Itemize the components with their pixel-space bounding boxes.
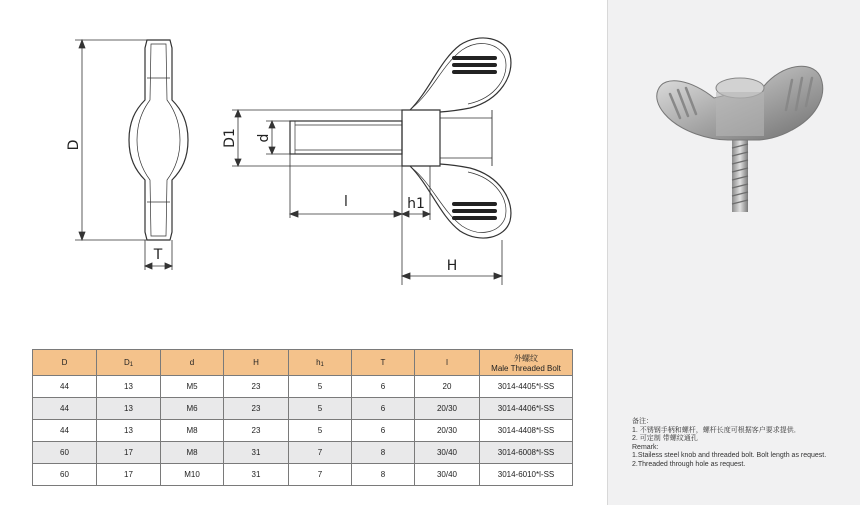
header-h1: h1 [289, 350, 352, 376]
wing-grip-grooves [452, 56, 497, 220]
label-d: d [256, 133, 272, 143]
cell-h1: 5 [289, 376, 352, 398]
cell-d: M10 [161, 464, 224, 486]
cell-D1: 17 [97, 464, 161, 486]
header-D: D [33, 350, 97, 376]
cell-D1: 13 [97, 376, 161, 398]
spec-table [32, 349, 573, 486]
header-T: T [352, 350, 415, 376]
cell-H: 23 [224, 420, 289, 442]
cell-l: 20 [415, 376, 480, 398]
table-header-row [33, 350, 573, 376]
table-row [33, 442, 573, 464]
front-view-outline [290, 38, 511, 238]
header-bolt: 外螺纹 Male Threaded Bolt [480, 350, 573, 376]
remarks-line2-zh: 2. 可定制 带螺纹通孔 [632, 435, 698, 443]
cell-l: 20/30 [415, 420, 480, 442]
header-D1: D1 [97, 350, 161, 376]
table-row [33, 420, 573, 442]
cell-T: 6 [352, 376, 415, 398]
table-row [33, 398, 573, 420]
cell-D1: 17 [97, 442, 161, 464]
cell-H: 31 [224, 442, 289, 464]
cell-T: 8 [352, 464, 415, 486]
cell-H: 23 [224, 398, 289, 420]
table-row [33, 376, 573, 398]
technical-drawing [0, 0, 607, 340]
cell-d: M8 [161, 420, 224, 442]
cell-h1: 5 [289, 420, 352, 442]
label-l: l [344, 194, 348, 210]
cell-D1: 13 [97, 398, 161, 420]
header-d: d [161, 350, 224, 376]
remarks-title-zh: 备注： [632, 418, 653, 425]
remarks-line1-zh: 1. 不锈钢手柄和螺杆，螺杆长度可根据客户要求提供． [632, 426, 801, 434]
cell-h1: 7 [289, 442, 352, 464]
cell-T: 6 [352, 398, 415, 420]
wing-knob-product-photo [652, 40, 832, 220]
cell-part-number: 3014-6008*l-SS [480, 442, 573, 464]
cell-D: 44 [33, 398, 97, 420]
cell-d: M8 [161, 442, 224, 464]
cell-l: 30/40 [415, 464, 480, 486]
side-view-outline [129, 40, 188, 240]
cell-h1: 7 [289, 464, 352, 486]
cell-part-number: 3014-4405*l-SS [480, 376, 573, 398]
cell-part-number: 3014-4406*l-SS [480, 398, 573, 420]
cell-T: 6 [352, 420, 415, 442]
cell-H: 23 [224, 376, 289, 398]
label-T: T [153, 247, 163, 263]
table-row [33, 464, 573, 486]
cell-D: 44 [33, 376, 97, 398]
remarks [632, 418, 852, 470]
cell-h1: 5 [289, 398, 352, 420]
cell-H: 31 [224, 464, 289, 486]
cell-D: 60 [33, 464, 97, 486]
cell-part-number: 3014-6010*l-SS [480, 464, 573, 486]
header-H: H [224, 350, 289, 376]
remarks-line1-en: 1.Stailess steel knob and threaded bolt. Bolt length as request. [632, 452, 827, 460]
cell-D: 60 [33, 442, 97, 464]
cell-D1: 13 [97, 420, 161, 442]
header-l: l [415, 350, 480, 376]
label-D1: D1 [222, 128, 238, 148]
cell-D: 44 [33, 420, 97, 442]
cell-part-number: 3014-4408*l-SS [480, 420, 573, 442]
cell-d: M6 [161, 398, 224, 420]
cell-l: 30/40 [415, 442, 480, 464]
remarks-title-en: Remark: [632, 443, 659, 451]
label-H: H [446, 258, 458, 274]
label-D: D [66, 139, 82, 151]
label-h1: h1 [407, 196, 425, 212]
cell-T: 8 [352, 442, 415, 464]
dim-D-lines [75, 40, 147, 240]
cell-d: M5 [161, 376, 224, 398]
cell-l: 20/30 [415, 398, 480, 420]
remarks-line2-en: 2.Threaded through hole as request. [632, 460, 746, 468]
